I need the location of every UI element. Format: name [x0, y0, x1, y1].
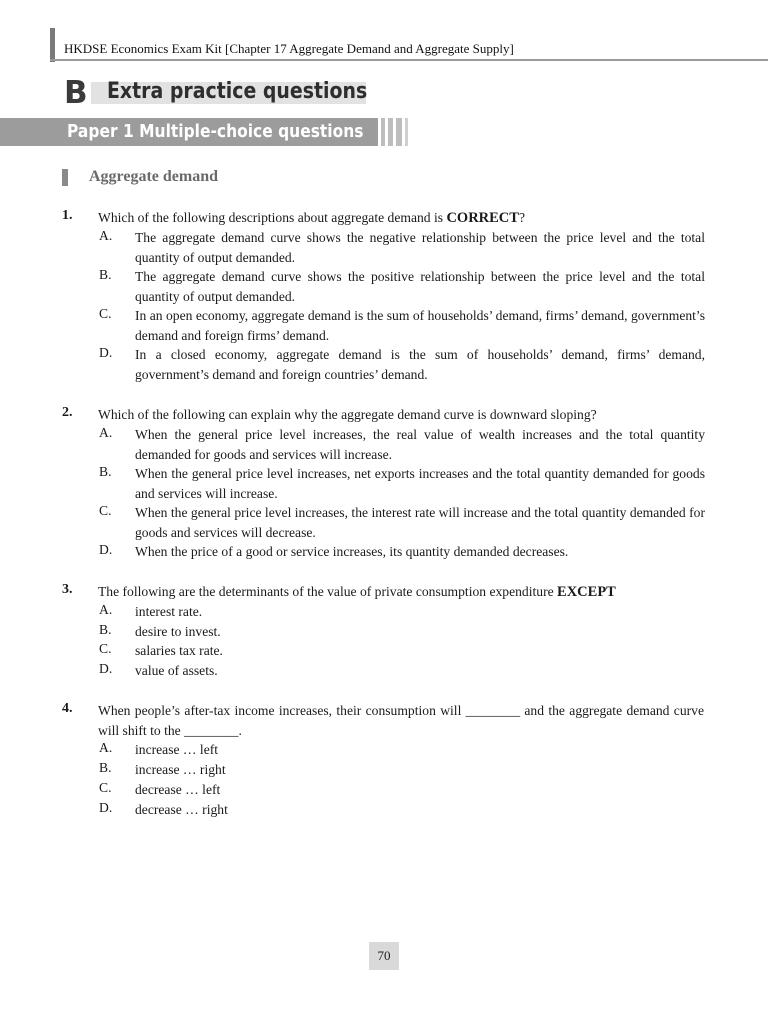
option-letter: D. [99, 542, 113, 557]
running-header [50, 28, 768, 62]
option-text: The aggregate demand curve shows the positive relationship between the price level and the total quantity of output demanded. [135, 269, 705, 304]
question-stem: Which of the following can explain why the aggregate demand curve is downward sloping? [98, 407, 597, 422]
stem-text: Which of the following descriptions about aggregate demand is [98, 210, 447, 225]
banner-stripe [381, 118, 385, 146]
question-stem: When people’s after-tax income increases, their consumption will ________ and the aggregate demand curve will shift to the ________. [98, 703, 704, 738]
option-text: desire to invest. [135, 624, 221, 639]
option-text: In an open economy, aggregate demand is the sum of households’ demand, firms’ demand, government’s demand and foreign firms’ demand. [135, 308, 705, 343]
stem-emphasis: CORRECT [446, 210, 519, 226]
option-letter: D. [99, 661, 113, 676]
running-title: HKDSE Economics Exam Kit [Chapter 17 Aggregate Demand and Aggregate Supply] [64, 41, 514, 56]
option-letter: C. [99, 503, 112, 518]
stem-text: ? [518, 210, 525, 225]
option-text: value of assets. [135, 663, 218, 678]
paper-banner [0, 118, 378, 146]
banner-stripe [405, 118, 408, 146]
option-letter: B. [99, 464, 112, 479]
option-text: In a closed economy, aggregate demand is the sum of households’ demand, firms’ demand, government’s demand and foreign countries’ demand. [135, 347, 705, 382]
option-text: salaries tax rate. [135, 643, 223, 658]
option-text: When the general price level increases, the interest rate will increase and the total quantity demanded for goods and services will decrease. [135, 505, 705, 540]
paper-title: Paper 1 Multiple-choice questions [67, 121, 364, 142]
header-accent-bar [50, 28, 55, 62]
question-stem [98, 582, 704, 603]
option-letter: B. [99, 760, 112, 775]
banner-stripe [388, 118, 393, 146]
option-text: When the general price level increases, the real value of wealth increases and the total quantity demanded for goods and services will increase. [135, 427, 705, 462]
option-text: decrease … right [135, 802, 228, 817]
option-text: decrease … left [135, 782, 221, 797]
subheading-text: Aggregate demand [89, 168, 219, 185]
option-letter: A. [99, 602, 113, 617]
option-text: The aggregate demand curve shows the negative relationship between the price level and the total quantity of output demanded. [135, 230, 705, 265]
question-stem [98, 208, 704, 229]
option-text: increase … left [135, 742, 219, 757]
question-number: 1. [62, 208, 73, 223]
section-letter: B [64, 75, 87, 111]
subheading-marker [62, 169, 68, 186]
option-letter: C. [99, 641, 112, 656]
question-number: 2. [62, 405, 73, 420]
stem-emphasis: EXCEPT [557, 584, 616, 600]
option-text: When the general price level increases, net exports increases and the total quantity demanded for goods and services will increase. [135, 466, 705, 501]
page-number: 70 [369, 942, 399, 970]
option-letter: B. [99, 622, 112, 637]
option-letter: D. [99, 345, 113, 360]
option-letter: C. [99, 780, 112, 795]
question-number: 4. [62, 701, 73, 716]
section-heading: Extra practice questions [107, 79, 368, 104]
option-letter: A. [99, 228, 113, 243]
option-text: increase … right [135, 762, 226, 777]
option-letter: B. [99, 267, 112, 282]
option-letter: C. [99, 306, 112, 321]
stem-text: The following are the determinants of the value of private consumption expenditure [98, 584, 558, 599]
option-letter: A. [99, 425, 113, 440]
option-text: When the price of a good or service increases, its quantity demanded decreases. [135, 544, 569, 559]
option-letter: D. [99, 800, 113, 815]
question-number: 3. [62, 582, 73, 597]
banner-stripe [396, 118, 402, 146]
header-rule [50, 59, 768, 61]
option-letter: A. [99, 740, 113, 755]
option-text: interest rate. [135, 604, 203, 619]
